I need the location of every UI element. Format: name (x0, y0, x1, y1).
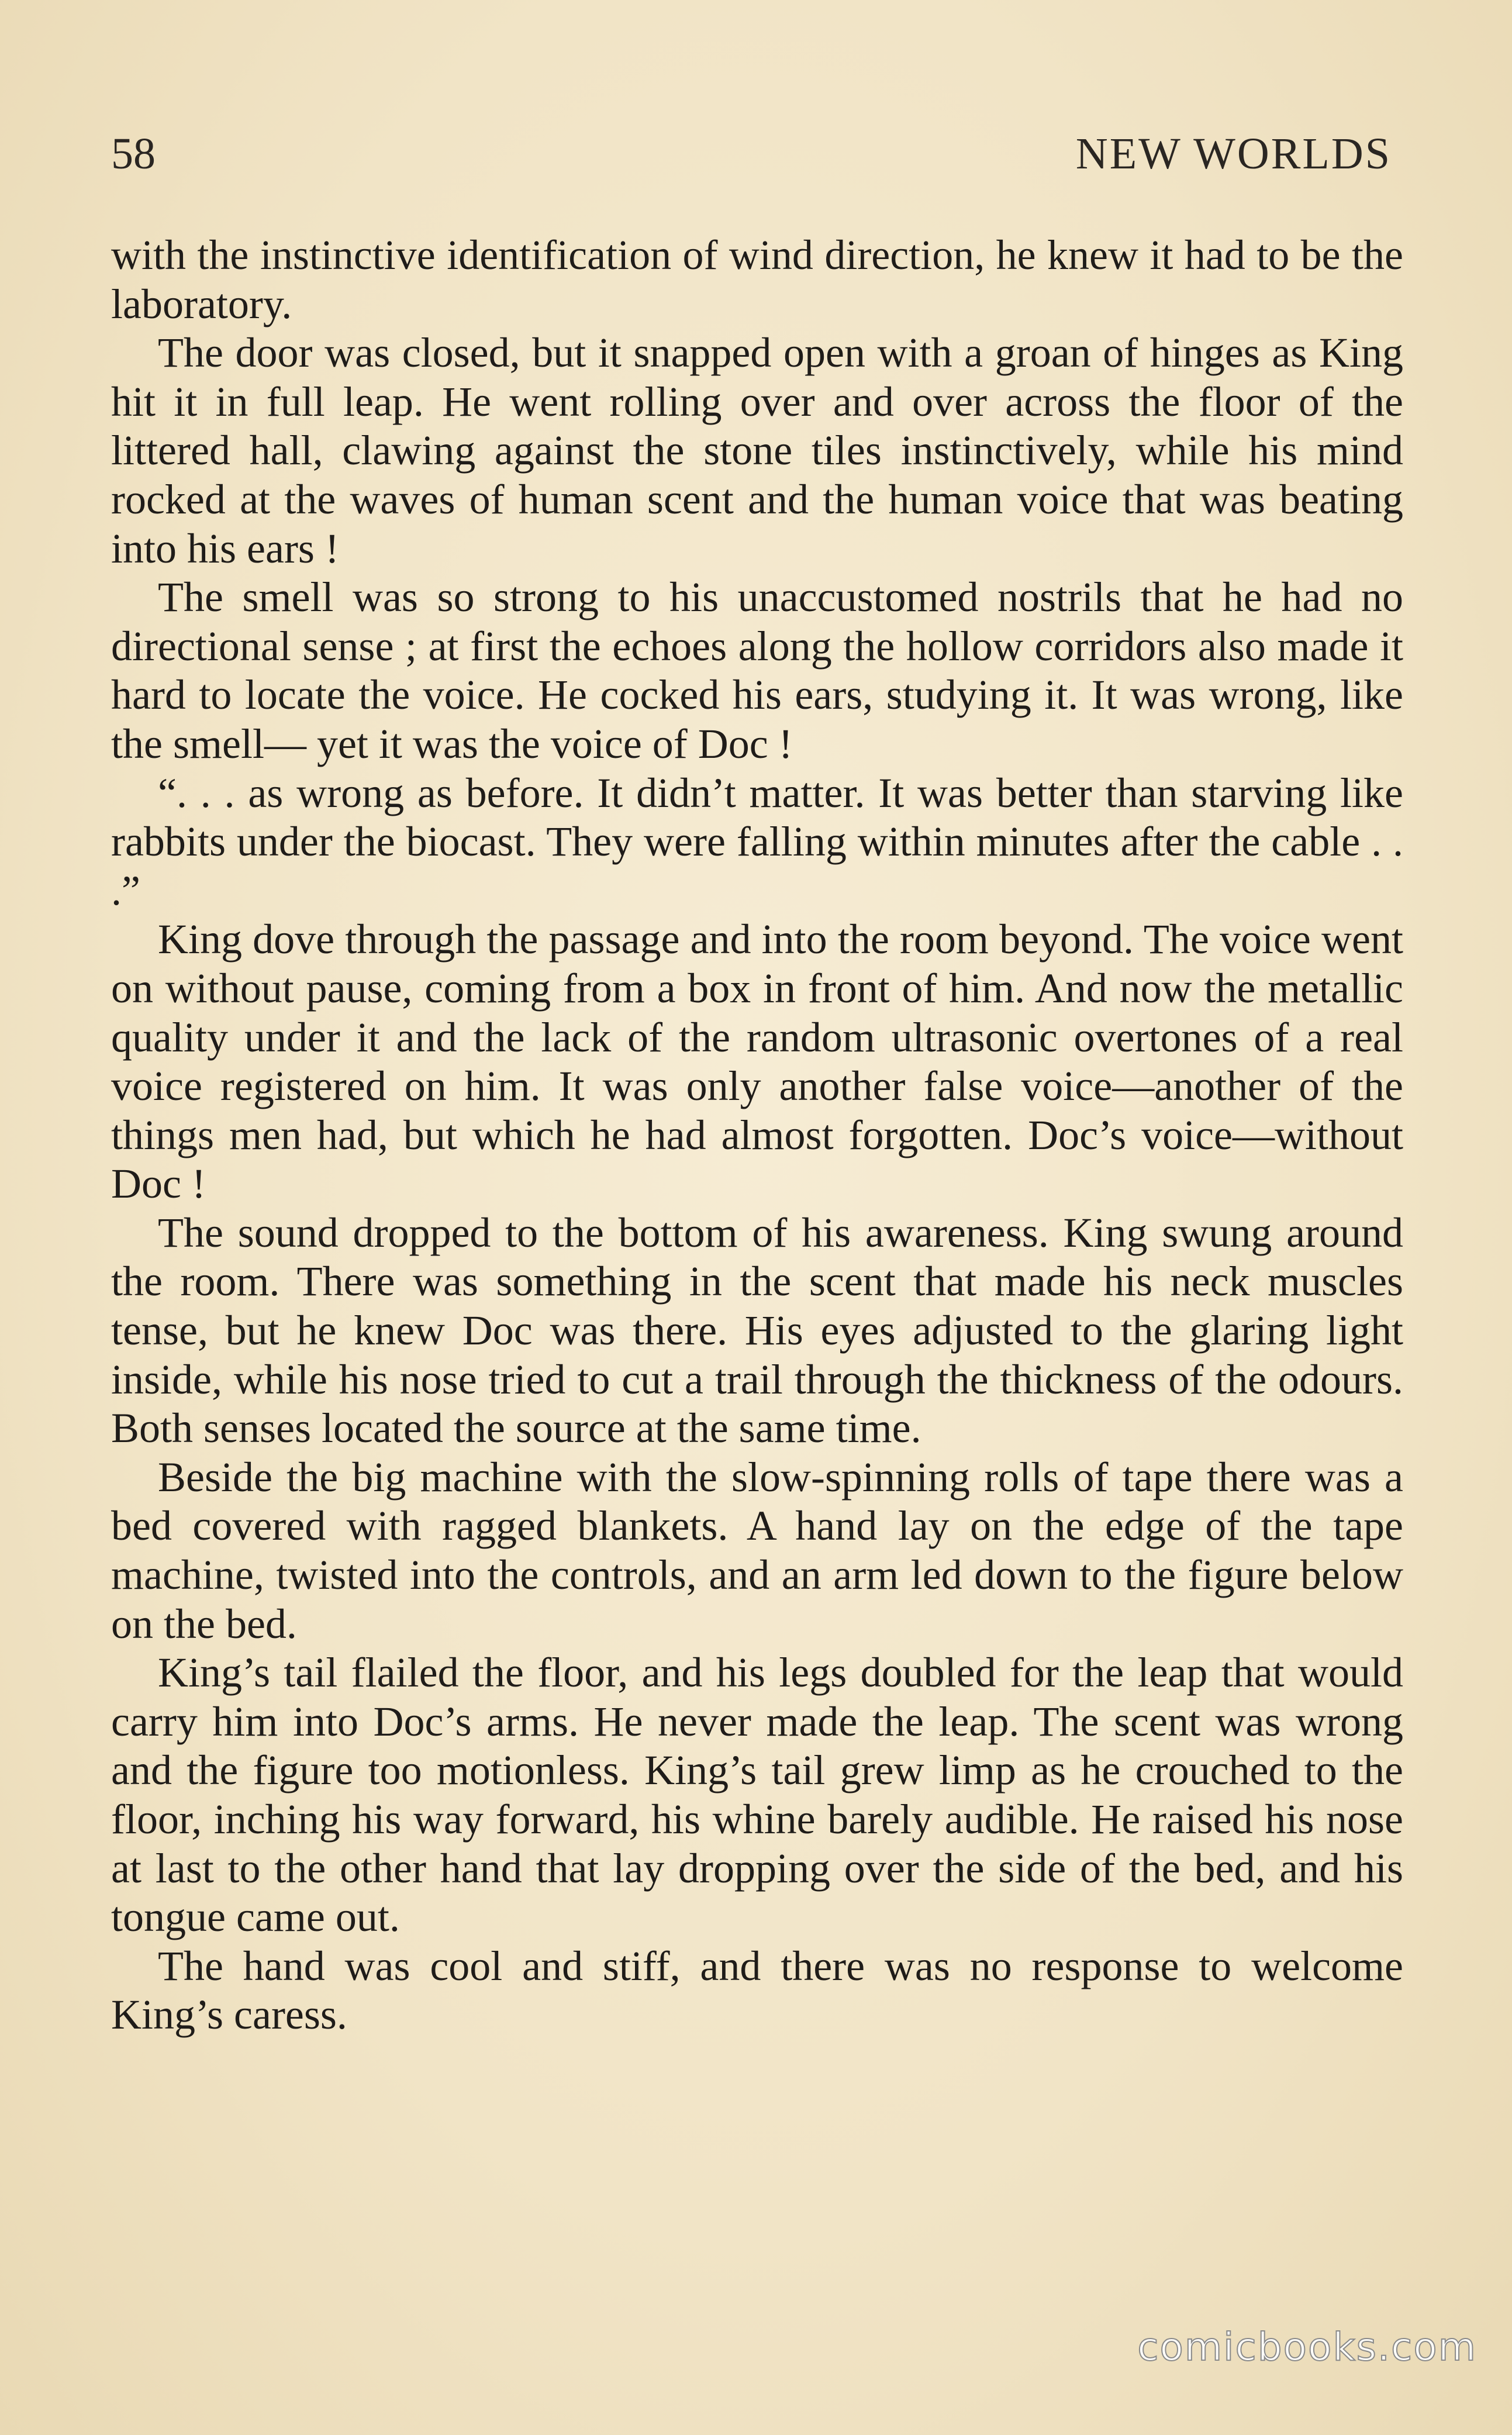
paragraph: “. . . as wrong as before. It didn’t matter. It was better than starving like rabbits under the biocast. They were falling within minutes after the cable . . .” (111, 769, 1403, 914)
paragraph: with the instinctive identification of wind direction, he knew it had to be the laboratory. (111, 232, 1403, 327)
paragraph: The sound dropped to the bottom of his awareness. King swung around the room. There was something in the scent that made his neck muscles tense, but he knew Doc was there. His eyes adjusted to the glaring light inside, while his nose tried to cut a trail through the thickness of the odours. Both senses located the source at the same time. (111, 1209, 1403, 1452)
paragraph: Beside the big machine with the slow-spinning rolls of tape there was a bed covered with ragged blankets. A hand lay on the edge of the tape machine, twisted into the controls, and an arm led down to the figure below on the bed. (111, 1453, 1403, 1647)
page-number: 58 (111, 129, 156, 178)
running-head: NEW WORLDS (1075, 129, 1392, 178)
watermark: comicbooks.com (1137, 2324, 1477, 2370)
paragraph: The smell was so strong to his unaccustomed nostrils that he had no directional sense ; at first the echoes along the hollow corridors also made it hard to locate the voice. He cocked his ears, studying it. It was wrong, like the smell— yet it was the voice of Doc ! (111, 574, 1403, 767)
paragraph: King’s tail flailed the floor, and his legs doubled for the leap that would carry him into Doc’s arms. He never made the leap. The scent was wrong and the figure too motionless. King’s tail grew limp as he crouched to the floor, inching his way forward, his whine barely audible. He raised his nose at last to the other hand that lay dropping over the side of the bed, and his tongue came out. (111, 1649, 1403, 1941)
paragraph: King dove through the passage and into the room beyond. The voice went on without pause, coming from a box in front of him. And now the metallic quality under it and the lack of the random ultrasonic overtones of a real voice registered on him. It was only another false voice—another of the things men had, but which he had almost forgotten. Doc’s voice—without Doc ! (111, 916, 1403, 1208)
paragraph: The hand was cool and stiff, and there was no response to welcome King’s caress. (111, 1942, 1403, 2039)
body-text (111, 231, 1403, 2040)
page-header (111, 129, 1392, 193)
paragraph: The door was closed, but it snapped open with a groan of hinges as King hit it in full leap. He went rolling over and over across the floor of the littered hall, clawing against the stone tiles instinctively, while his mind rocked at the waves of human scent and the human voice that was beating into his ears ! (111, 329, 1403, 572)
